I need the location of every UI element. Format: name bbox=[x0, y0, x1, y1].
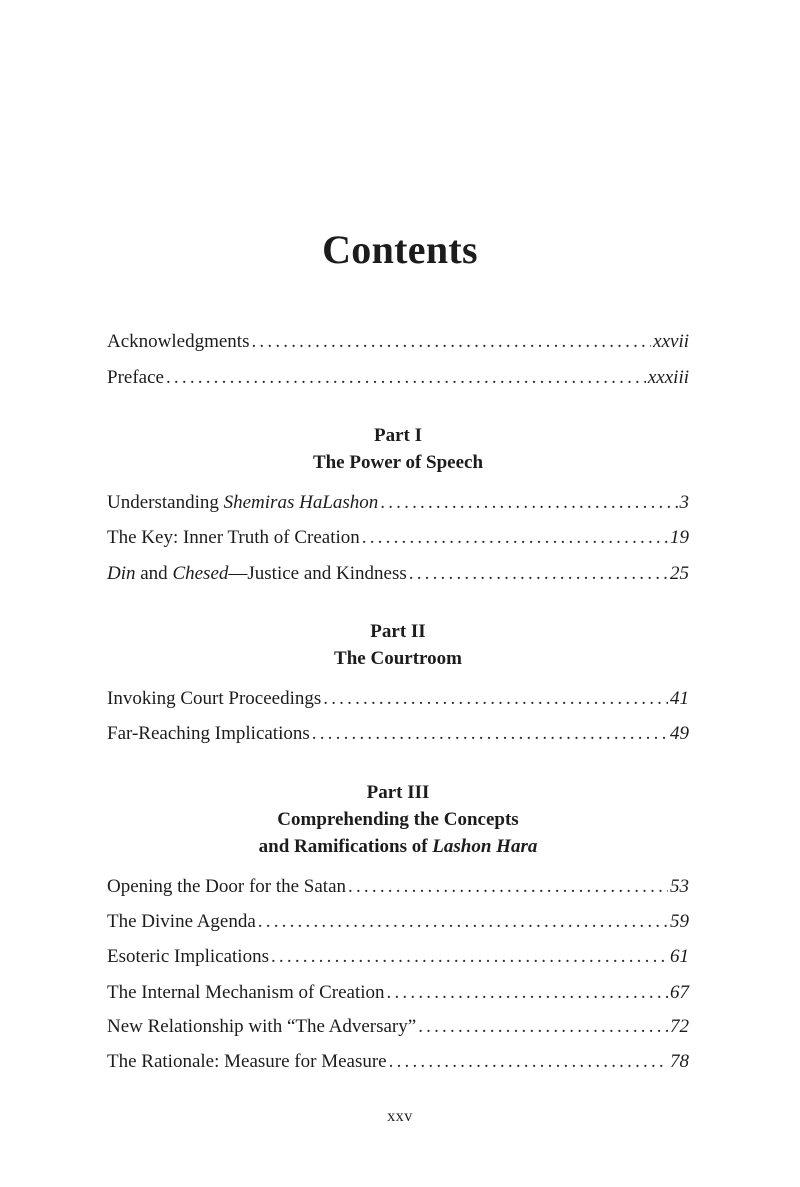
dot-leader bbox=[389, 1048, 668, 1076]
toc-entry[interactable] bbox=[107, 873, 689, 901]
dot-leader bbox=[258, 908, 668, 936]
page-folio: xxv bbox=[387, 1108, 413, 1125]
part-heading-2 bbox=[107, 618, 689, 672]
entry-page-number: 53 bbox=[670, 876, 689, 897]
entry-page-number: 19 bbox=[670, 527, 689, 548]
dot-leader bbox=[418, 1013, 668, 1041]
toc-entry[interactable] bbox=[107, 1048, 689, 1076]
part-title-line-1: Comprehending the Concepts bbox=[277, 809, 519, 830]
toc-entry[interactable] bbox=[107, 489, 689, 517]
toc-entry[interactable] bbox=[107, 908, 689, 936]
entry-page-number: 61 bbox=[670, 946, 689, 967]
part-title: The Power of Speech bbox=[312, 452, 484, 473]
entry-label: Esoteric Implications bbox=[107, 946, 269, 967]
toc-entry-acknowledgments[interactable] bbox=[107, 328, 689, 356]
part-heading-1 bbox=[107, 422, 689, 476]
entry-page-number: 41 bbox=[670, 688, 689, 709]
entry-label: Preface bbox=[107, 367, 164, 388]
toc-entry[interactable] bbox=[107, 1013, 689, 1041]
toc-entry[interactable] bbox=[107, 560, 689, 588]
toc-entry[interactable] bbox=[107, 979, 689, 1007]
part-number: Part I bbox=[373, 425, 422, 446]
dot-leader bbox=[409, 560, 668, 588]
entry-page-number: xxvii bbox=[653, 331, 689, 352]
dot-leader bbox=[323, 685, 668, 713]
part-title-line-2: and Ramifications of Lashon Hara bbox=[258, 836, 538, 857]
entry-label: Invoking Court Proceedings bbox=[107, 688, 322, 709]
dot-leader bbox=[380, 489, 677, 517]
entry-label: The Internal Mechanism of Creation bbox=[107, 982, 385, 1003]
part-title: The Courtroom bbox=[334, 648, 462, 669]
entry-page-number: 78 bbox=[670, 1051, 689, 1072]
toc-entry[interactable] bbox=[107, 524, 689, 552]
dot-leader bbox=[312, 720, 668, 748]
entry-page-number: 72 bbox=[670, 1016, 689, 1037]
entry-label: Far-Reaching Implications bbox=[107, 723, 310, 744]
entry-page-number: xxxiii bbox=[647, 367, 689, 388]
entry-page-number: 3 bbox=[679, 492, 689, 513]
entry-label: New Relationship with “The Adversary” bbox=[107, 1016, 417, 1037]
part-number: Part III bbox=[366, 782, 430, 803]
entry-label: Din and Chesed—Justice and Kindness bbox=[107, 563, 407, 584]
toc-entry[interactable] bbox=[107, 943, 689, 971]
dot-leader bbox=[348, 873, 668, 901]
entry-page-number: 25 bbox=[670, 563, 689, 584]
dot-leader bbox=[362, 524, 668, 552]
part-number: Part II bbox=[370, 621, 426, 642]
dot-leader bbox=[251, 328, 651, 356]
dot-leader bbox=[166, 364, 646, 392]
entry-page-number: 59 bbox=[670, 911, 689, 932]
entry-label: Acknowledgments bbox=[107, 331, 250, 352]
entry-label: Understanding Shemiras HaLashon bbox=[107, 492, 379, 513]
entry-label: The Divine Agenda bbox=[107, 911, 256, 932]
entry-page-number: 49 bbox=[670, 723, 689, 744]
dot-leader bbox=[271, 943, 668, 971]
part-heading-3 bbox=[107, 779, 689, 860]
dot-leader bbox=[387, 979, 668, 1007]
entry-label: Opening the Door for the Satan bbox=[107, 876, 347, 897]
toc-entry[interactable] bbox=[107, 720, 689, 748]
entry-page-number: 67 bbox=[670, 982, 689, 1003]
entry-label: The Key: Inner Truth of Creation bbox=[107, 527, 360, 548]
toc-entry-preface[interactable] bbox=[107, 364, 689, 392]
page-title: Contents bbox=[322, 227, 478, 272]
toc-entry[interactable] bbox=[107, 685, 689, 713]
entry-label: The Rationale: Measure for Measure bbox=[107, 1051, 387, 1072]
